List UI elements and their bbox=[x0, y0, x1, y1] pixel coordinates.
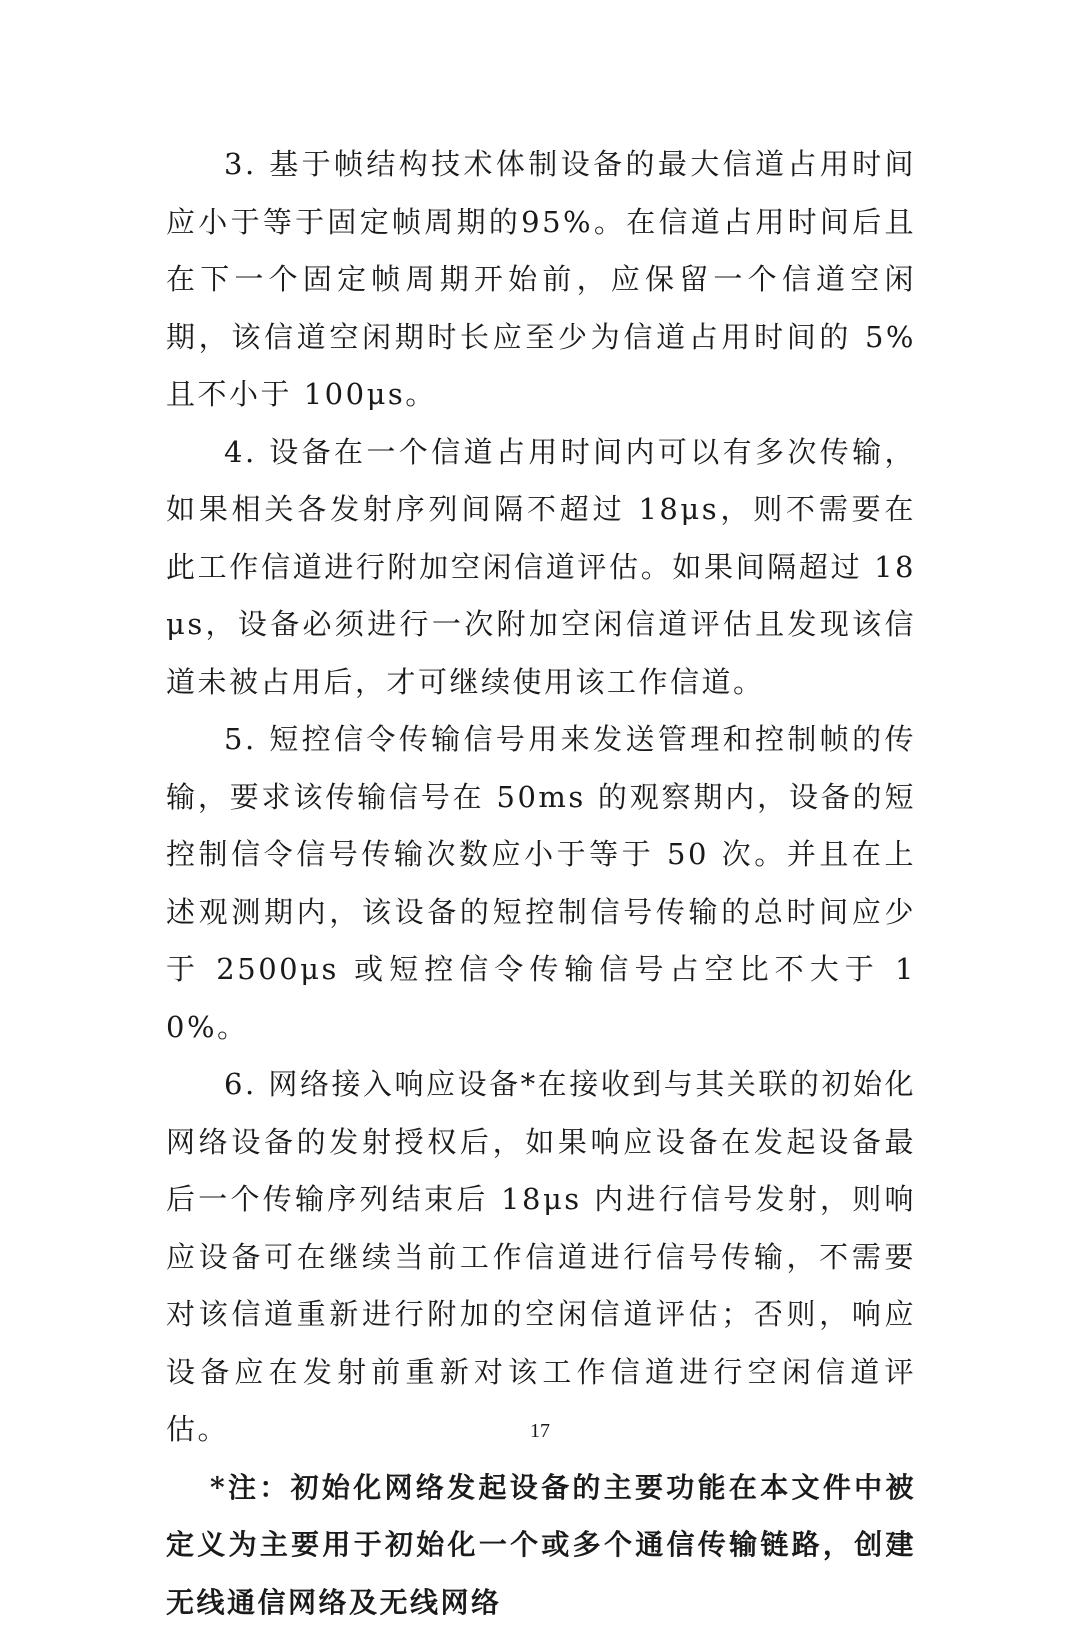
document-body bbox=[166, 136, 916, 1631]
paragraph-4: 4. 设备在一个信道占用时间内可以有多次传输，如果相关各发射序列间隔不超过 18μs，则不需要在此工作信道进行附加空闲信道评估。如果间隔超过 18μs，设备必须进行一次附加空闲信道评估且发现该信道未被占用后，才可继续使用该工作信道。 bbox=[166, 424, 916, 712]
paragraph-3: 3. 基于帧结构技术体制设备的最大信道占用时间应小于等于固定帧周期的95%。在信道占用时间后且在下一个固定帧周期开始前，应保留一个信道空闲期，该信道空闲期时长应至少为信道占用时间的 5%且不小于 100μs。 bbox=[166, 136, 916, 424]
footnote: *注：初始化网络发起设备的主要功能在本文件中被定义为主要用于初始化一个或多个通信传输链路，创建无线通信网络及无线网络 bbox=[166, 1459, 916, 1631]
paragraph-6: 6. 网络接入响应设备*在接收到与其关联的初始化网络设备的发射授权后，如果响应设备在发起设备最后一个传输序列结束后 18μs 内进行信号发射，则响应设备可在继续当前工作信道进行信号传输，不需要对该信道重新进行附加的空闲信道评估；否则，响应设备应在发射前重新对该工作信道进行空闲信道评估。 bbox=[166, 1056, 916, 1459]
paragraph-5: 5. 短控信令传输信号用来发送管理和控制帧的传输，要求该传输信号在 50ms 的观察期内，设备的短控制信令信号传输次数应小于等于 50 次。并且在上述观测期内，该设备的短控制信号传输的总时间应少于 2500μs 或短控信令传输信号占空比不大于 10%。 bbox=[166, 711, 916, 1056]
page-number: 17 bbox=[0, 1420, 1080, 1443]
